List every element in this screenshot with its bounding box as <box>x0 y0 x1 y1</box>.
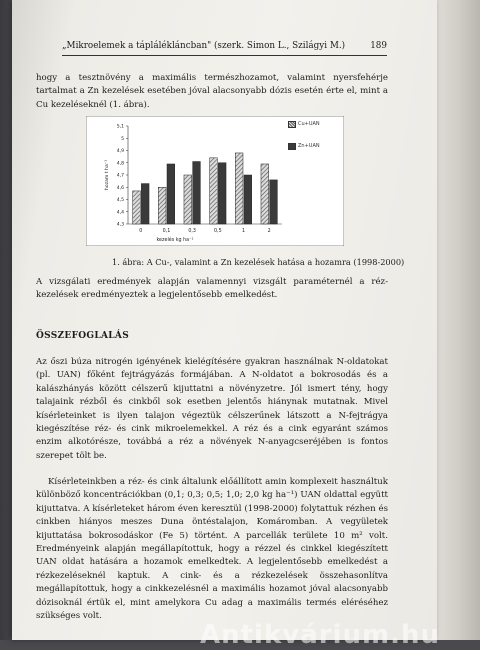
x-tick-label: 1 <box>241 229 246 234</box>
legend-entry-zn <box>288 142 320 150</box>
summary-paragraph-1: Az őszi búza nitrogén igényének kielégítésére gyakran használnak N-oldatokat (pl. UAN) főként fejtrágyázás formájában. A N-oldatot a bokrosodás és a kalászhányás között célszerű kijuttatni a növényzetre. Jól ismert tény, hogy talajaink rézből és cinkből sok esetben jelentős hiánynak mutatnak. Mivel kísérleteinket is ilyen talajon végeztük célszerűnek látszott a N-fejtrágya kiegészítése réz- és cink mikroelemekkel. A réz és a cink egyaránt számos enzim alkotórésze, továbbá a réz a növények N-anyagcseréjében is fontos szerepet tölt be. <box>36 357 388 461</box>
bar-cu <box>210 158 218 224</box>
bar-zn <box>270 180 278 224</box>
bar-zn <box>167 164 175 224</box>
y-tick-label: 4,3 <box>116 222 124 228</box>
legend-swatch-hatch <box>288 121 296 128</box>
running-header <box>62 40 387 56</box>
chart-legend <box>288 120 320 164</box>
figure-caption: 1. ábra: A Cu-, valamint a Zn kezelések hatása a hozamra (1998-2000) <box>112 257 405 267</box>
y-tick-label: 4,4 <box>116 210 124 216</box>
y-tick-label: 5,1 <box>116 124 124 130</box>
bar-cu <box>158 187 166 224</box>
y-axis-label: hozam t ha⁻¹ <box>105 159 110 191</box>
y-tick-label: 4,8 <box>116 161 124 167</box>
results-paragraph: A vizsgálati eredmények alapján valamennyi vizsgált paraméternél a réz-kezelések eredményeztek a legjelentősebb emelkedést. <box>36 277 388 301</box>
bar-zn <box>141 184 149 224</box>
page-stack-edge <box>430 0 480 640</box>
x-tick-label: 0,1 <box>162 229 171 234</box>
x-tick-label: 0 <box>139 229 143 234</box>
bar-cu <box>261 164 269 224</box>
legend-label-zn: Zn+UAN <box>298 143 320 149</box>
legend-label-cu: Cu+UAN <box>298 121 320 127</box>
bar-zn <box>244 175 252 224</box>
x-tick-label: 0,5 <box>214 229 222 234</box>
y-tick-label: 4,9 <box>116 149 124 155</box>
book-page <box>12 0 437 640</box>
intro-paragraph: hogy a tesztnövény a maximális természhozamot, valamint nyersfehérje tartalmat a Zn kezelések esetében jóval alacsonyabb dózis esetén érte el, mint a Cu kezeléseknél (1. ábra). <box>36 73 388 110</box>
x-tick-label: 0,3 <box>188 229 196 234</box>
y-tick-label: 4,7 <box>116 173 124 179</box>
page-number: 189 <box>370 41 387 51</box>
bar-cu <box>235 153 243 224</box>
legend-swatch-dark <box>288 143 296 150</box>
bar-zn <box>193 162 201 224</box>
y-tick-label: 5 <box>121 136 124 142</box>
summary-paragraph-2: Kísérleteinkben a réz- és cink általunk előállított amin komplexeit használtuk különböző koncentrációkban (0,1; 0,3; 0,5; 1,0; 2,0 kg ha⁻¹) UAN oldattal együtt kijuttatva. A kísérleteket három éven keresztül (1998-2000) folytattuk rézhen és cinkben hiányos meszes Duna öntéstalajon, Komáromban. A vegyületek kijuttatása bokrosodáskor (Fe 5) történt. A parcellák területe 10 m² volt. Eredményeink alapján megállapítottuk, hogy a rézzel és cinkkel kiegészített UAN oldat hatására a hozamok emelkedtek. A legjelentősebb emelkedést a rézkezeléseknél kaptuk. A cink- és a rézkezelések összehasonlítva megállapítottuk, hogy a cinkkezelésnél a maximális hozamot jóval alacsonyabb dózisoknál értük el, mint amelykora Cu adag a maximális termés eléréséhez szükséges volt. <box>36 477 388 622</box>
watermark-text: Antikvárium.hu <box>200 620 440 650</box>
bar-cu <box>133 191 141 224</box>
y-tick-label: 4,6 <box>116 185 124 191</box>
legend-entry-cu <box>288 120 320 128</box>
running-title: „Mikroelemek a táplálékláncban" (szerk. Simon L., Szilágyi M.) <box>62 41 346 51</box>
x-tick-label: 2 <box>267 229 271 234</box>
section-title: ÖSSZEFOGLALÁS <box>36 331 130 341</box>
bar-cu <box>184 175 192 224</box>
y-tick-label: 4,5 <box>116 198 124 204</box>
x-axis-label: kezelés kg ha⁻¹ <box>156 238 194 243</box>
bar-zn <box>218 163 226 224</box>
